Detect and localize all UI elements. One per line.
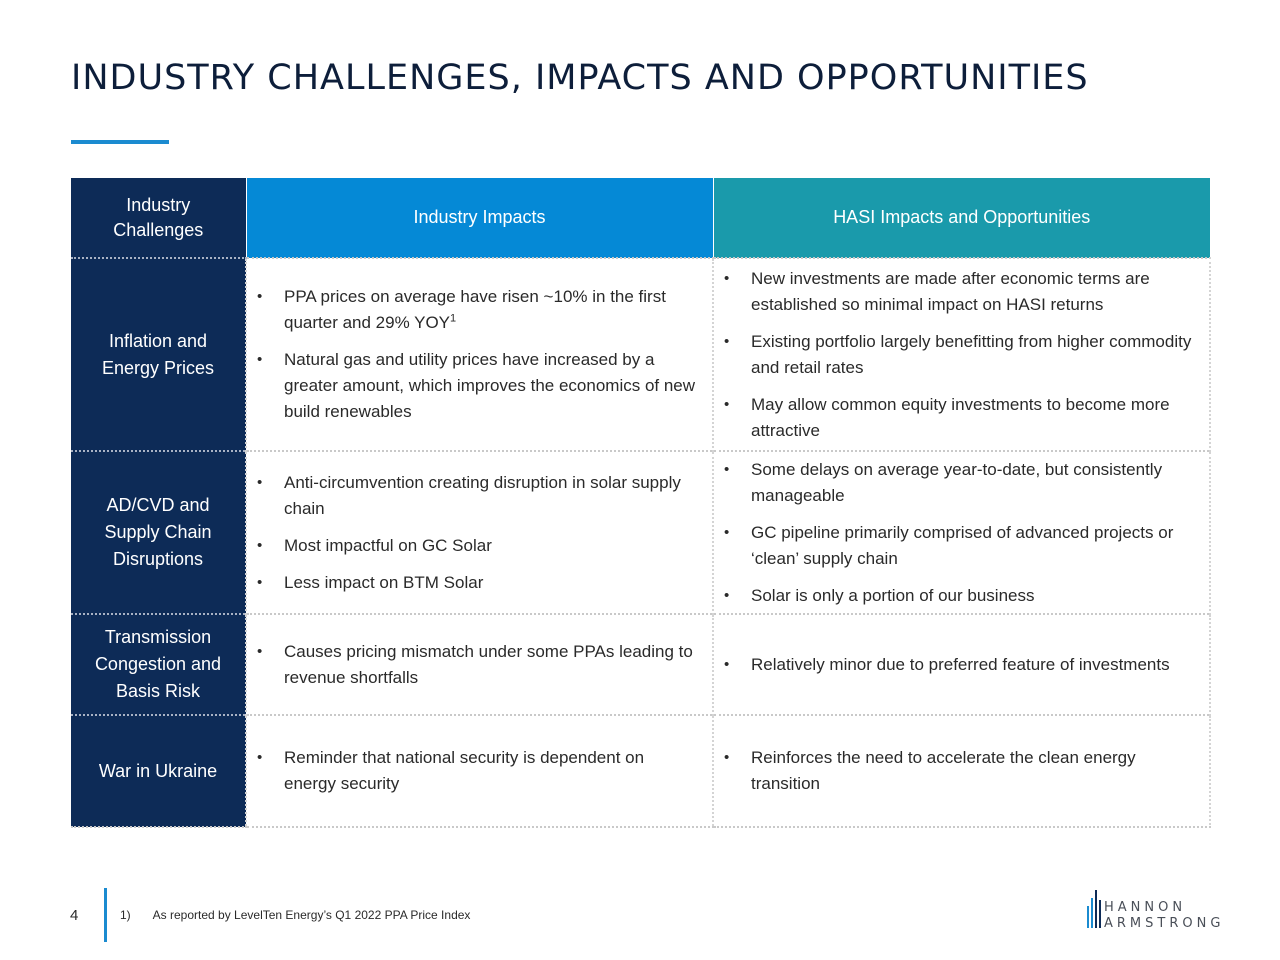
list-item: • Causes pricing mismatch under some PPAs leading to revenue shortfalls [284, 639, 700, 691]
opportunities-cell [713, 715, 1210, 827]
table-row [71, 614, 1210, 715]
list-item-text: PPA prices on average have risen ~10% in the first quarter and 29% YOY [284, 287, 666, 332]
table-row [71, 451, 1210, 614]
list-item [284, 347, 700, 425]
list-item: • New investments are made after economic terms are established so minimal impact on HASI returns [751, 266, 1197, 318]
list-item: • Reminder that national security is dependent on energy security [284, 745, 700, 797]
list-item: • Existing portfolio largely benefitting from higher commodity and retail rates [751, 329, 1197, 381]
opportunities-list [714, 266, 1209, 444]
footer-divider [104, 888, 107, 942]
row-label-text: Transmission Congestion and Basis Risk [94, 627, 222, 701]
impacts-cell [246, 715, 713, 827]
list-item: • Most impactful on GC Solar [284, 533, 700, 559]
header-industry-impacts-label: Industry Impacts [413, 207, 546, 227]
footer [0, 888, 1280, 948]
list-item: • Relatively minor due to preferred feature of investments [751, 652, 1197, 678]
opportunities-cell [713, 258, 1210, 451]
list-item: • Reinforces the need to accelerate the clean energy transition [751, 745, 1197, 797]
hannon-armstrong-logo [1086, 888, 1226, 932]
footnote-number: 1) [120, 908, 131, 922]
row-label-text: AD/CVD and Supply Chain Disruptions [104, 495, 212, 569]
logo-wordmark [1104, 900, 1224, 932]
row-label-inflation [71, 258, 246, 451]
opportunities-cell [713, 614, 1210, 715]
list-item-text: Natural gas and utility prices have increased by a greater amount, which improves the economics of new build renewables [284, 350, 696, 421]
impacts-cell [246, 614, 713, 715]
header-industry-challenges-label: Industry Challenges [113, 194, 204, 240]
list-item: • GC pipeline primarily comprised of advanced projects or ‘clean’ supply chain [751, 520, 1197, 572]
list-item [284, 284, 700, 336]
header-industry-challenges [71, 178, 246, 258]
row-label-transmission [71, 614, 246, 715]
row-label-text: War in Ukraine [98, 760, 218, 781]
challenges-table [71, 178, 1211, 828]
list-item: • Less impact on BTM Solar [284, 570, 700, 596]
list-item: • May allow common equity investments to become more attractive [751, 392, 1197, 444]
row-label-supply-chain [71, 451, 246, 614]
opportunities-cell [713, 451, 1210, 614]
logo-line-2: ARMSTRONG [1104, 916, 1225, 931]
opportunities-list [714, 745, 1209, 797]
header-industry-impacts [246, 178, 713, 258]
logo-line-1: HANNON [1104, 900, 1187, 915]
row-label-text: Inflation and Energy Prices [101, 330, 215, 378]
row-label-war [71, 715, 246, 827]
list-item: • Anti-circumvention creating disruption in solar supply chain [284, 470, 700, 522]
table-row [71, 258, 1210, 451]
footnote-text: As reported by LevelTen Energy’s Q1 2022 PPA Price Index [152, 908, 471, 922]
footnote-marker: 1 [450, 312, 457, 325]
footnote [120, 908, 470, 922]
impacts-list [247, 745, 712, 797]
opportunities-list [714, 457, 1209, 609]
impacts-cell [246, 258, 713, 451]
page-number: 4 [70, 907, 79, 924]
header-hasi-opportunities-label: HASI Impacts and Opportunities [833, 207, 1091, 227]
page-title: INDUSTRY CHALLENGES, IMPACTS AND OPPORTUNITIES [71, 58, 1089, 98]
list-item: • Solar is only a portion of our business [751, 583, 1197, 609]
table-row [71, 715, 1210, 827]
impacts-list [247, 470, 712, 596]
title-accent-rule [71, 140, 169, 144]
list-item: • Some delays on average year-to-date, but consistently manageable [751, 457, 1197, 509]
impacts-list [247, 639, 712, 691]
impacts-list [247, 284, 712, 425]
impacts-cell [246, 451, 713, 614]
header-hasi-opportunities [713, 178, 1210, 258]
opportunities-list [714, 652, 1209, 678]
